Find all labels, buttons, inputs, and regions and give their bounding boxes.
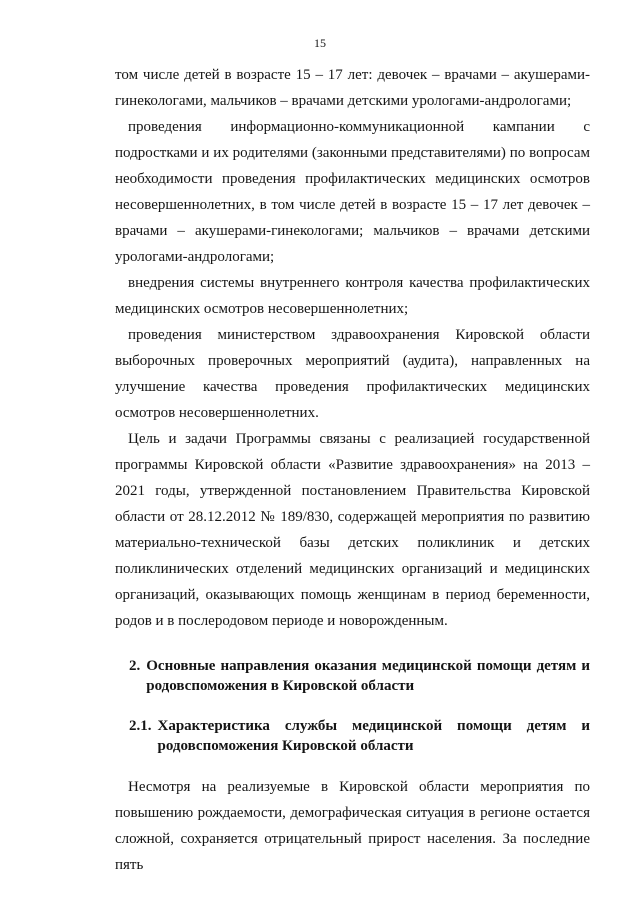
paragraph-ministry-audit: проведения министерством здравоохранения Кировской области выборочных проверочных мероприятий (аудита), направленных на улучшение качества проведения профилактических медицинских осмотров несовершеннолетних. (115, 327, 590, 421)
section-title: Основные направления оказания медицинской помощи детям и родовспоможения в Кировской области (146, 658, 590, 694)
document-body (115, 62, 590, 878)
subsection-title: Характеристика службы медицинской помощи детям и родовспоможения Кировской области (157, 718, 590, 754)
paragraph-internal-control: внедрения системы внутреннего контроля качества профилактических медицинских осмотров несовершеннолетних; (115, 275, 590, 317)
page-number: 15 (314, 36, 326, 50)
section-heading-2-1 (115, 716, 590, 756)
paragraph-program-goals: Цель и задачи Программы связаны с реализацией государственной программы Кировской области «Развитие здравоохранения» на 2013 – 2021 годы, утвержденной постановлением Правительства Кировской области от 28.12.2012 № 189/830, содержащей мероприятия по развитию материально-технической базы детских поликлиник и детских поликлинических отделений медицинских организаций и медицинских организаций, оказывающих помощь женщинам в период беременности, родов и в послеродовом периоде и новорожденным. (115, 431, 590, 629)
paragraph-communication-campaign: проведения информационно-коммуникационной кампании с подростками и их родителями (законными представителями) по вопросам необходимости проведения профилактических медицинских осмотров несовершеннолетних, в том числе детей в возрасте 15 – 17 лет девочек – врачами – акушерами-гинекологами; мальчиков – врачами детскими урологами-андрологами; (115, 119, 590, 265)
subsection-number: 2.1. (129, 718, 152, 734)
section-heading-2 (115, 656, 590, 696)
paragraph-continued: том числе детей в возрасте 15 – 17 лет: девочек – врачами – акушерами-гинекологами, мальчиков – врачами детскими урологами-андрологами; (115, 67, 590, 109)
section-number: 2. (129, 658, 141, 674)
paragraph-demographics: Несмотря на реализуемые в Кировской области мероприятия по повышению рождаемости, демографическая ситуация в регионе остается сложной, сохраняется отрицательный прирост населения. За последние пять (115, 779, 590, 873)
